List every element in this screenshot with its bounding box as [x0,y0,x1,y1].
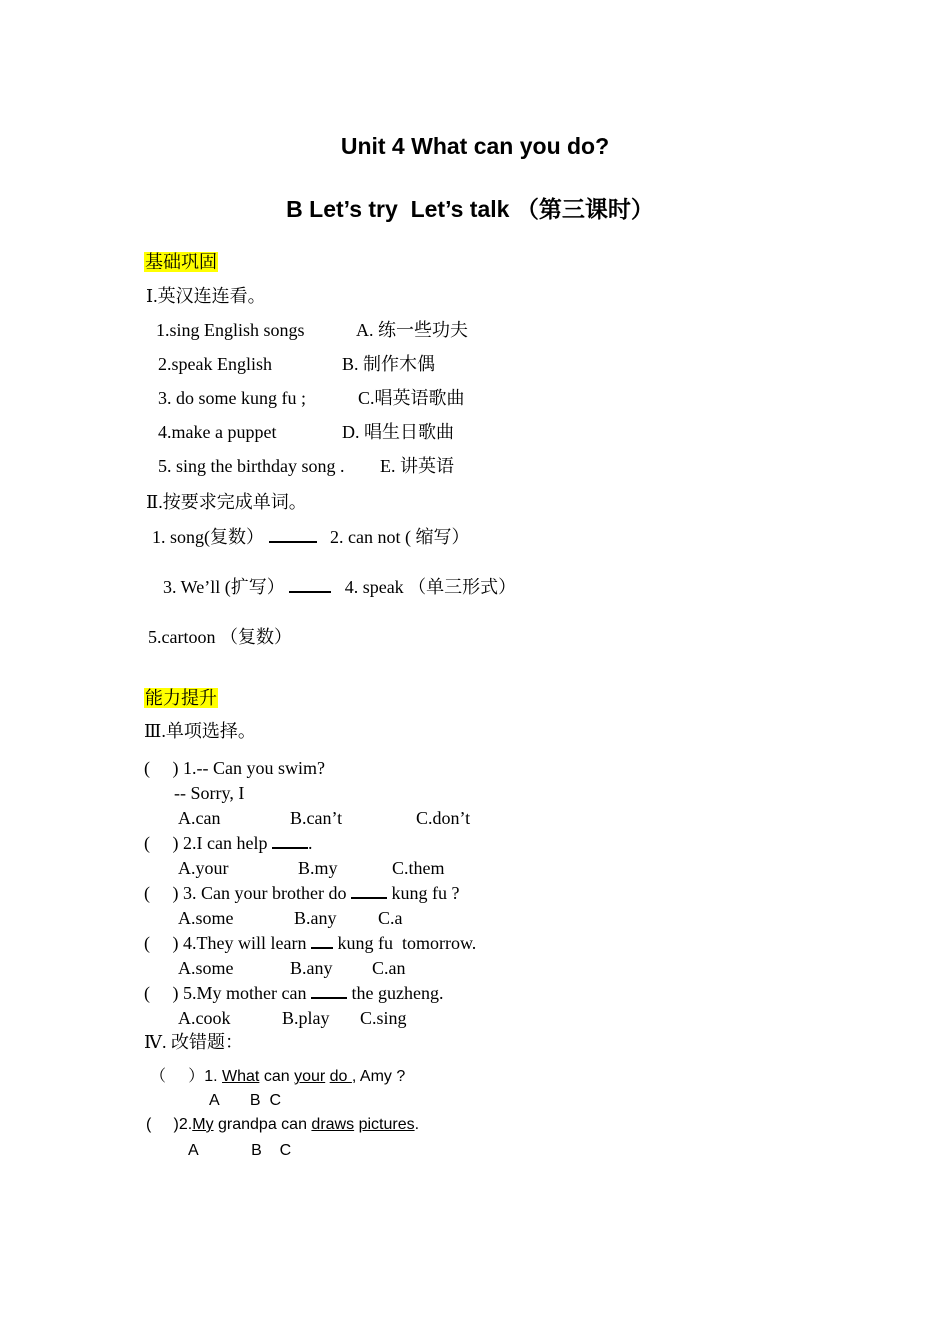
part2-q1: 1. song(复数） 2. can not ( 缩写） [152,527,470,547]
part2-heading: Ⅱ.按要求完成单词。 [146,492,307,512]
mc-q4-option-a: A.some [178,958,234,978]
section-label-advanced: 能力提升 [145,688,217,708]
answer-blank[interactable] [311,933,333,949]
part2-q3: 3. We’ll (扩写） 4. speak （单三形式） [163,577,517,597]
answer-blank[interactable] [351,883,387,899]
match-left-2: 2.speak English [158,354,272,374]
answer-blank[interactable] [289,577,331,593]
match-left-5: 5. sing the birthday song . [158,456,345,476]
match-left-3: 3. do some kung fu ; [158,388,306,408]
mc-q5-option-a: A.cook [178,1008,231,1028]
section-label-basic: 基础巩固 [145,252,217,272]
match-right-4: D. 唱生日歌曲 [342,422,454,442]
error-q2-word-b: draws [311,1116,355,1133]
mc-q2-option-c: C.them [392,858,445,878]
mc-q1-option-b: B.can’t [290,808,343,828]
mc-q5: ( ) 5.My mother can the guzheng. [144,983,444,1003]
match-right-1: A. 练一些功夫 [356,320,468,340]
mc-q3-option-b: B.any [294,908,337,928]
mc-q5-option-c: C.sing [360,1008,407,1028]
mc-q2: ( ) 2.I can help . [144,833,313,853]
mc-q1: ( ) 1.-- Can you swim? [144,758,325,778]
mc-q1-line2: -- Sorry, I [174,783,245,803]
page-subtitle: B Let’s try Let’s talk （第三课时） [286,196,654,222]
mc-q4-option-b: B.any [290,958,333,978]
match-left-1: 1.sing English songs [156,320,305,340]
error-q1-letters: A B C [209,1092,282,1109]
part4-heading: Ⅳ. 改错题： [144,1032,243,1052]
mc-q2-option-b: B.my [298,858,338,878]
answer-blank[interactable] [272,833,308,849]
error-q1-word-a: What [222,1068,260,1085]
mc-q3-option-c: C.a [378,908,403,928]
mc-q1-option-a: A.can [178,808,221,828]
mc-q4-option-c: C.an [372,958,406,978]
part1-heading: Ⅰ.英汉连连看。 [146,286,266,306]
error-q1-word-b: your [294,1068,326,1085]
mc-q1-option-c: C.don’t [416,808,471,828]
match-left-4: 4.make a puppet [158,422,277,442]
error-q2: ( )2.My grandpa can draws pictures. [146,1116,420,1133]
part2-q5: 5.cartoon （复数） [148,627,292,647]
error-q1-word-c: do [329,1068,352,1085]
error-q2-word-a: My [192,1116,214,1133]
mc-q2-option-a: A.your [178,858,229,878]
match-right-2: B. 制作木偶 [342,354,436,374]
match-right-3: C.唱英语歌曲 [358,388,465,408]
mc-q4: ( ) 4.They will learn kung fu tomorrow. [144,933,477,953]
answer-blank[interactable] [311,983,347,999]
mc-q3: ( ) 3. Can your brother do kung fu ? [144,883,460,903]
match-right-5: E. 讲英语 [380,456,454,476]
part3-heading: Ⅲ.单项选择。 [144,721,256,741]
error-q2-letters: A B C [188,1142,292,1159]
answer-blank[interactable] [269,527,317,543]
error-q1: （ ）1. What can your do , Amy ? [150,1068,406,1085]
error-q2-word-c: pictures [358,1116,415,1133]
mc-q3-option-a: A.some [178,908,234,928]
page-title: Unit 4 What can you do? [340,133,610,159]
mc-q5-option-b: B.play [282,1008,330,1028]
